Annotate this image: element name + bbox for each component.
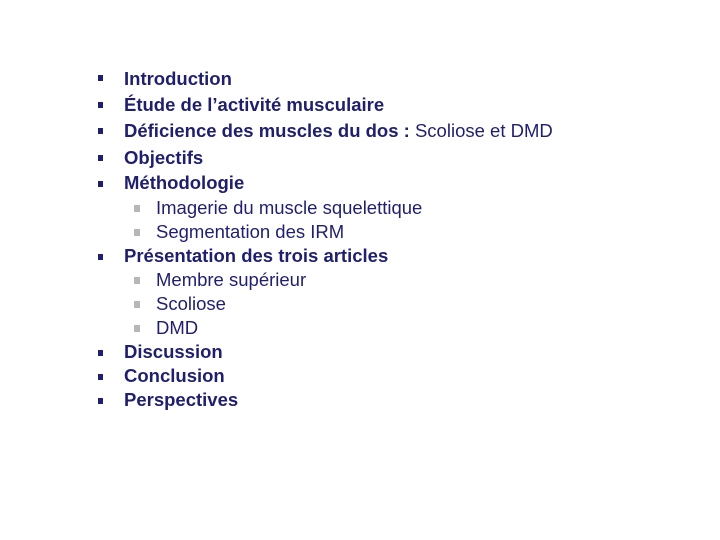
bullet-icon [98,128,103,134]
bullet-icon [98,374,103,380]
sub-bullet-icon [134,205,140,212]
bullet-icon [98,181,103,187]
outline-subitem-scoliose: Scoliose [156,293,226,314]
bullet-icon [98,102,103,108]
outline-item-methodologie: Méthodologie [124,172,245,193]
outline-subitem-membre: Membre supérieur [156,269,307,290]
bullet-icon [98,155,103,161]
outline-item-perspectives: Perspectives [124,389,239,410]
outline-item-discussion: Discussion [124,341,223,362]
outline-item-conclusion: Conclusion [124,365,225,386]
outline-item-deficience [124,122,553,141]
outline-item-objectifs: Objectifs [124,147,204,168]
outline-item-deficience-suffix: Scoliose et DMD [414,120,553,141]
bullet-icon [98,350,103,356]
outline-subitem-dmd: DMD [156,317,199,338]
outline-item-presentation: Présentation des trois articles [124,245,389,266]
bullet-icon [98,75,103,81]
sub-bullet-icon [134,229,140,236]
outline-subitem-imagerie: Imagerie du muscle squelettique [156,197,423,218]
outline-subitem-segmentation: Segmentation des IRM [156,221,345,242]
outline-item-etude: Étude de l’activité musculaire [124,94,385,115]
sub-bullet-icon [134,301,140,308]
bullet-icon [98,254,103,260]
bullet-icon [98,398,103,404]
outline-item-introduction: Introduction [124,68,232,89]
outline-item-deficience-label: Déficience des muscles du dos : [124,120,415,141]
sub-bullet-icon [134,277,140,284]
sub-bullet-icon [134,325,140,332]
